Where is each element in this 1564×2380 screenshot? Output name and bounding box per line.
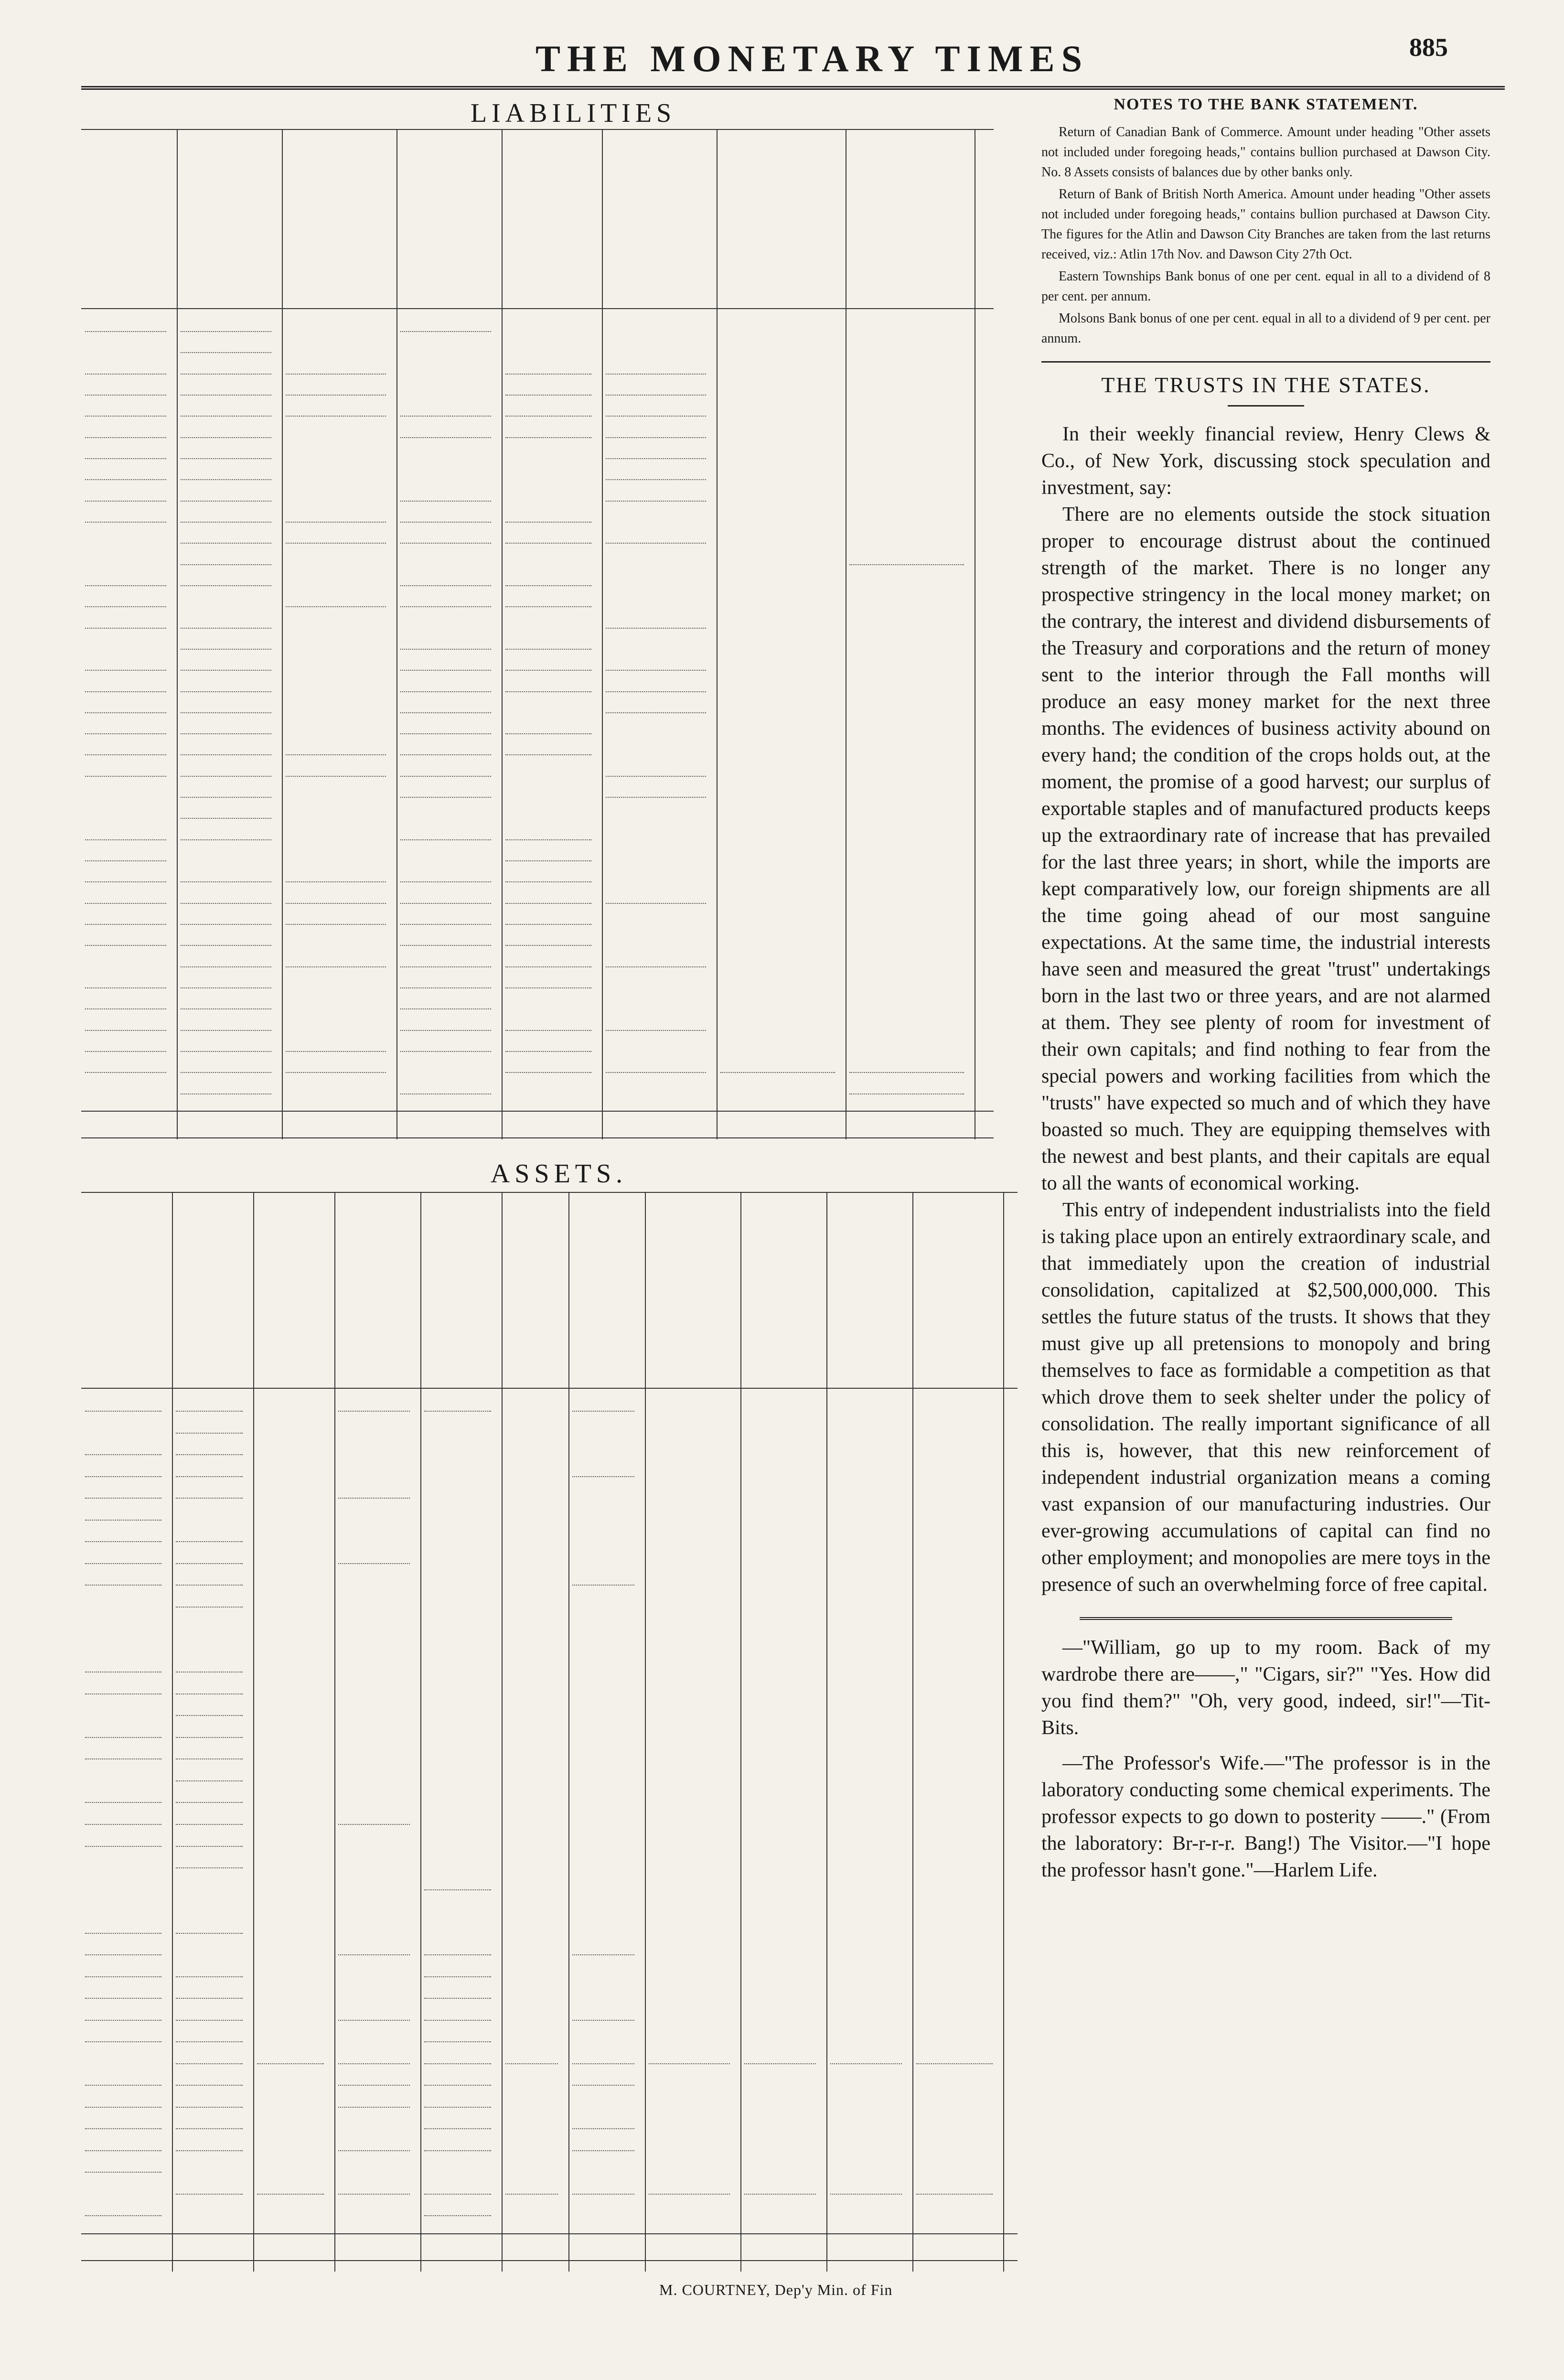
dot-leader bbox=[181, 628, 271, 629]
dot-leader bbox=[286, 522, 386, 523]
dot-leader bbox=[720, 1072, 835, 1073]
assets-heading: ASSETS. bbox=[490, 1159, 628, 1189]
dot-leader bbox=[286, 881, 386, 882]
dot-leader bbox=[505, 649, 591, 650]
dot-leader bbox=[176, 1737, 243, 1738]
dot-leader bbox=[176, 1998, 243, 1999]
dot-leader bbox=[176, 1563, 243, 1564]
dot-leader bbox=[505, 416, 591, 417]
dot-leader bbox=[606, 966, 706, 967]
dot-leader bbox=[176, 1585, 243, 1586]
dot-leader bbox=[424, 2128, 491, 2129]
dot-leader bbox=[85, 1008, 166, 1009]
dot-leader bbox=[85, 458, 166, 459]
joke-paragraph: —"William, go up to my room. Back of my wardrobe there are——," "Cigars, sir?" "Yes. How did you find them?" "Oh, very good, indeed, sir!"—Tit-Bits. bbox=[1041, 1637, 1490, 1739]
dot-leader bbox=[85, 1802, 161, 1803]
note-paragraph: Molsons Bank bonus of one per cent. equal in all to a dividend of 9 per cent. per annum. bbox=[1041, 311, 1490, 346]
dot-leader bbox=[85, 501, 166, 502]
dot-leader bbox=[286, 1051, 386, 1052]
dot-leader bbox=[572, 2085, 634, 2086]
dot-leader bbox=[181, 776, 271, 777]
dot-leader bbox=[85, 2041, 161, 2042]
note-paragraph: Return of Bank of British North America. Amount under heading "Other assets not included under foregoing heads," contains bullion purchased at Dawson City. The figures for the Atlin and Dawson City Branches are taken from the last returns received, viz.: Atlin 17th Nov. and Dawson City 27th Oct. bbox=[1041, 187, 1490, 262]
column-rule bbox=[1003, 1192, 1004, 2272]
dot-leader bbox=[176, 2020, 243, 2021]
dot-leader bbox=[424, 2063, 491, 2064]
dot-leader bbox=[286, 606, 386, 607]
dot-leader bbox=[505, 1030, 591, 1031]
dot-leader bbox=[85, 2150, 161, 2151]
dot-leader bbox=[85, 606, 166, 607]
dot-leader bbox=[606, 395, 706, 396]
dot-leader bbox=[176, 1607, 243, 1608]
dot-leader bbox=[176, 1498, 243, 1499]
dot-leader bbox=[176, 1715, 243, 1716]
dot-leader bbox=[85, 691, 166, 692]
signature-line: M. COURTNEY, Dep'y Min. of Fin bbox=[659, 2281, 893, 2298]
dot-leader bbox=[176, 1867, 243, 1868]
table-rule bbox=[81, 2260, 1018, 2261]
dot-leader bbox=[181, 395, 271, 396]
dot-leader bbox=[400, 754, 491, 755]
dot-leader bbox=[505, 881, 591, 882]
table-rule bbox=[81, 1137, 994, 1138]
dot-leader bbox=[181, 691, 271, 692]
note-paragraph: Return of Canadian Bank of Commerce. Amount under heading "Other assets not included under foregoing heads," contains bullion purchased at Dawson City. No. 8 Assets consists of balances due by other banks only. bbox=[1041, 125, 1490, 180]
dot-leader bbox=[424, 2150, 491, 2151]
dot-leader bbox=[606, 458, 706, 459]
dot-leader bbox=[572, 1411, 634, 1412]
dot-leader bbox=[400, 416, 491, 417]
dot-leader bbox=[400, 585, 491, 586]
dot-leader bbox=[400, 987, 491, 988]
dot-leader bbox=[181, 754, 271, 755]
dot-leader bbox=[400, 501, 491, 502]
dot-leader bbox=[176, 2150, 243, 2151]
dot-leader bbox=[400, 649, 491, 650]
dot-leader bbox=[85, 1454, 161, 1455]
dot-leader bbox=[176, 1824, 243, 1825]
masthead bbox=[0, 28, 1564, 85]
dot-leader bbox=[181, 797, 271, 798]
dot-leader bbox=[505, 1072, 591, 1073]
dot-leader bbox=[338, 1563, 410, 1564]
dot-leader bbox=[176, 1846, 243, 1847]
article-title: THE TRUSTS IN THE STATES. bbox=[1101, 373, 1431, 397]
dot-leader bbox=[85, 395, 166, 396]
dot-leader bbox=[830, 2194, 902, 2195]
dot-leader bbox=[85, 1030, 166, 1031]
dot-leader bbox=[85, 1476, 161, 1477]
dot-leader bbox=[181, 501, 271, 502]
dot-leader bbox=[505, 2194, 558, 2195]
column-rule bbox=[172, 1192, 173, 2272]
dot-leader bbox=[85, 1051, 166, 1052]
column-rule bbox=[177, 129, 178, 1139]
dot-leader bbox=[400, 839, 491, 840]
dot-leader bbox=[400, 522, 491, 523]
page-number: 885 bbox=[1409, 33, 1448, 62]
dot-leader bbox=[176, 1454, 243, 1455]
dot-leader bbox=[181, 881, 271, 882]
dot-leader bbox=[505, 543, 591, 544]
dot-leader bbox=[181, 712, 271, 713]
dot-leader bbox=[181, 966, 271, 967]
dot-leader bbox=[85, 585, 166, 586]
dot-leader bbox=[176, 2128, 243, 2129]
dot-leader bbox=[400, 903, 491, 904]
dot-leader bbox=[424, 2107, 491, 2108]
dot-leader bbox=[286, 395, 386, 396]
dot-leader bbox=[505, 606, 591, 607]
dot-leader bbox=[181, 924, 271, 925]
column-rule bbox=[717, 129, 718, 1139]
dot-leader bbox=[400, 606, 491, 607]
column-rule bbox=[282, 129, 283, 1139]
dot-leader bbox=[338, 2150, 410, 2151]
dot-leader bbox=[85, 1072, 166, 1073]
dot-leader bbox=[400, 776, 491, 777]
column-rule bbox=[420, 1192, 421, 2272]
dot-leader bbox=[181, 1051, 271, 1052]
notes-heading: NOTES TO THE BANK STATEMENT. bbox=[1114, 96, 1418, 113]
dot-leader bbox=[176, 1976, 243, 1977]
dot-leader bbox=[505, 733, 591, 734]
dot-leader bbox=[85, 1998, 161, 1999]
dot-leader bbox=[257, 2194, 324, 2195]
dot-leader bbox=[181, 479, 271, 480]
dot-leader bbox=[400, 924, 491, 925]
right-column bbox=[1041, 96, 1490, 1884]
dot-leader bbox=[400, 797, 491, 798]
dot-leader bbox=[424, 1976, 491, 1977]
dot-leader bbox=[85, 2020, 161, 2021]
dot-leader bbox=[181, 352, 271, 353]
dot-leader bbox=[400, 331, 491, 332]
dot-leader bbox=[606, 776, 706, 777]
dot-leader bbox=[176, 1411, 243, 1412]
dot-leader bbox=[606, 903, 706, 904]
divider bbox=[1228, 405, 1304, 407]
table-rule bbox=[81, 1192, 1018, 1193]
totals-rule bbox=[81, 2233, 1018, 2234]
dot-leader bbox=[505, 374, 591, 375]
dot-leader bbox=[85, 1585, 161, 1586]
dot-leader bbox=[181, 1072, 271, 1073]
dot-leader bbox=[649, 2194, 730, 2195]
dot-leader bbox=[400, 945, 491, 946]
dot-leader bbox=[176, 2194, 243, 2195]
dot-leader bbox=[85, 776, 166, 777]
dot-leader bbox=[176, 1433, 243, 1434]
dot-leader bbox=[85, 479, 166, 480]
dot-leader bbox=[85, 860, 166, 861]
dot-leader bbox=[572, 2150, 634, 2151]
liabilities-heading: LIABILITIES bbox=[470, 98, 676, 128]
dot-leader bbox=[85, 1846, 161, 1847]
dot-leader bbox=[606, 1030, 706, 1031]
dot-leader bbox=[505, 860, 591, 861]
dot-leader bbox=[176, 2041, 243, 2042]
dot-leader bbox=[338, 1498, 410, 1499]
dot-leader bbox=[606, 416, 706, 417]
dot-leader bbox=[85, 733, 166, 734]
dot-leader bbox=[85, 374, 166, 375]
dot-leader bbox=[572, 2194, 634, 2195]
article-paragraph: In their weekly financial review, Henry Clews & Co., of New York, discussing stock speculation and investment, say: bbox=[1041, 423, 1490, 499]
dot-leader bbox=[85, 881, 166, 882]
dot-leader bbox=[85, 331, 166, 332]
dot-leader bbox=[338, 1824, 410, 1825]
dot-leader bbox=[85, 2128, 161, 2129]
column-rule bbox=[502, 129, 503, 1139]
dot-leader bbox=[505, 839, 591, 840]
totals-rule bbox=[81, 1111, 994, 1112]
dot-leader bbox=[744, 2063, 816, 2064]
column-rule bbox=[912, 1192, 913, 2272]
dot-leader bbox=[424, 2041, 491, 2042]
dot-leader bbox=[181, 649, 271, 650]
column-rule bbox=[826, 1192, 827, 2272]
dot-leader bbox=[400, 670, 491, 671]
dot-leader bbox=[606, 628, 706, 629]
column-rule bbox=[502, 1192, 503, 2272]
dot-leader bbox=[85, 437, 166, 438]
dot-leader bbox=[85, 1411, 161, 1412]
dot-leader bbox=[181, 416, 271, 417]
dot-leader bbox=[400, 1051, 491, 1052]
dot-leader bbox=[424, 1889, 491, 1890]
dot-leader bbox=[606, 374, 706, 375]
dot-leader bbox=[400, 691, 491, 692]
dot-leader bbox=[505, 966, 591, 967]
dot-leader bbox=[181, 903, 271, 904]
column-rule bbox=[396, 129, 397, 1139]
dot-leader bbox=[505, 987, 591, 988]
dot-leader bbox=[606, 479, 706, 480]
dot-leader bbox=[338, 2063, 410, 2064]
dot-leader bbox=[85, 987, 166, 988]
dot-leader bbox=[400, 437, 491, 438]
dot-leader bbox=[85, 2085, 161, 2086]
dot-leader bbox=[176, 1933, 243, 1934]
dot-leader bbox=[505, 945, 591, 946]
dot-leader bbox=[849, 1072, 964, 1073]
dot-leader bbox=[85, 712, 166, 713]
dot-leader bbox=[176, 2063, 243, 2064]
dot-leader bbox=[424, 2085, 491, 2086]
dot-leader bbox=[400, 966, 491, 967]
dot-leader bbox=[572, 1585, 634, 1586]
dot-leader bbox=[181, 522, 271, 523]
dot-leader bbox=[85, 924, 166, 925]
column-rule bbox=[740, 1192, 741, 2272]
dot-leader bbox=[181, 670, 271, 671]
dot-leader bbox=[424, 1411, 491, 1412]
dot-leader bbox=[424, 1954, 491, 1955]
column-rule bbox=[334, 1192, 335, 2272]
dot-leader bbox=[85, 1498, 161, 1499]
dot-leader bbox=[85, 628, 166, 629]
dot-leader bbox=[181, 987, 271, 988]
dot-leader bbox=[176, 1541, 243, 1542]
dot-leader bbox=[176, 1476, 243, 1477]
dot-leader bbox=[505, 585, 591, 586]
bank-statement-tables bbox=[81, 93, 1046, 2272]
dot-leader bbox=[400, 881, 491, 882]
dot-leader bbox=[572, 1954, 634, 1955]
dot-leader bbox=[606, 797, 706, 798]
dot-leader bbox=[85, 1737, 161, 1738]
dot-leader bbox=[181, 1008, 271, 1009]
dot-leader bbox=[176, 1802, 243, 1803]
dot-leader bbox=[505, 395, 591, 396]
dot-leader bbox=[744, 2194, 816, 2195]
divider bbox=[1080, 1617, 1452, 1620]
dot-leader bbox=[286, 416, 386, 417]
dot-leader bbox=[181, 331, 271, 332]
dot-leader bbox=[286, 966, 386, 967]
dot-leader bbox=[176, 1758, 243, 1759]
table-rule bbox=[81, 308, 994, 309]
column-rule bbox=[645, 1192, 646, 2272]
dot-leader bbox=[649, 2063, 730, 2064]
dot-leader bbox=[181, 733, 271, 734]
dot-leader bbox=[424, 2215, 491, 2216]
dot-leader bbox=[85, 2172, 161, 2173]
article-paragraph: There are no elements outside the stock situation proper to encourage distrust about the continued strength of the market. There is no longer any prospective stringency in the local money market; on the contrary, the interest and dividend disbursements of the Treasury and corporations and the return of money sent to the interior through the Fall months will produce an easy money market for the next three months. The evidences of business activity abound on every hand; the condition of the crops holds out, at the moment, the promise of a good harvest; our surplus of exportable staples and of manufactured products keeps up the extraordinary rate of increase that has prevailed for the last three years; in short, while the imports are kept comparatively low, our foreign shipments are all the time going ahead of our most sanguine expectations. At the same time, the industrial interests have seen and measured the great "trust" undertakings born in the last two or three years, and are not alarmed at them. They see plenty of room for investment of their own capitals; and find nothing to fear from the special powers and working facilities from which the "trusts" have expected so much and of which they have boasted so much. They are equipping themselves with the newest and best plants, and their capitals are equal to all the wants of economical working. bbox=[1041, 504, 1490, 1194]
dot-leader bbox=[505, 670, 591, 671]
dot-leader bbox=[85, 839, 166, 840]
dot-leader bbox=[286, 374, 386, 375]
dot-leader bbox=[572, 1476, 634, 1477]
dot-leader bbox=[606, 670, 706, 671]
dot-leader bbox=[424, 2194, 491, 2195]
dot-leader bbox=[181, 585, 271, 586]
dot-leader bbox=[505, 2063, 558, 2064]
table-rule bbox=[81, 129, 994, 130]
note-paragraph: Eastern Townships Bank bonus of one per cent. equal in all to a dividend of 8 per cent. per annum. bbox=[1041, 269, 1490, 304]
dot-leader bbox=[176, 1780, 243, 1781]
dot-leader bbox=[181, 543, 271, 544]
dot-leader bbox=[505, 903, 591, 904]
column-rule bbox=[568, 1192, 569, 2272]
dot-leader bbox=[85, 1520, 161, 1521]
dot-leader bbox=[85, 945, 166, 946]
dot-leader bbox=[85, 1954, 161, 1955]
dot-leader bbox=[424, 2020, 491, 2021]
dot-leader bbox=[606, 691, 706, 692]
dot-leader bbox=[257, 2063, 324, 2064]
column-rule bbox=[253, 1192, 254, 2272]
dot-leader bbox=[830, 2063, 902, 2064]
newspaper-title: THE MONETARY TIMES bbox=[536, 38, 1089, 79]
dot-leader bbox=[338, 1954, 410, 1955]
dot-leader bbox=[181, 945, 271, 946]
dot-leader bbox=[606, 437, 706, 438]
dot-leader bbox=[916, 2194, 993, 2195]
dot-leader bbox=[181, 839, 271, 840]
dot-leader bbox=[85, 754, 166, 755]
dot-leader bbox=[85, 1563, 161, 1564]
column-rule bbox=[602, 129, 603, 1139]
divider bbox=[1041, 361, 1490, 363]
dot-leader bbox=[400, 733, 491, 734]
dot-leader bbox=[85, 1824, 161, 1825]
dot-leader bbox=[338, 2194, 410, 2195]
dot-leader bbox=[286, 924, 386, 925]
dot-leader bbox=[85, 1933, 161, 1934]
dot-leader bbox=[85, 2107, 161, 2108]
dot-leader bbox=[400, 543, 491, 544]
dot-leader bbox=[505, 522, 591, 523]
dot-leader bbox=[85, 1976, 161, 1977]
dot-leader bbox=[286, 776, 386, 777]
dot-leader bbox=[606, 1072, 706, 1073]
dot-leader bbox=[85, 1541, 161, 1542]
dot-leader bbox=[181, 1030, 271, 1031]
article bbox=[1041, 372, 1490, 1884]
dot-leader bbox=[176, 2085, 243, 2086]
dot-leader bbox=[505, 754, 591, 755]
dot-leader bbox=[85, 522, 166, 523]
joke-paragraph: —The Professor's Wife.—"The professor is in the laboratory conducting some chemical experiments. The professor expects to go down to posterity ——." (From the laboratory: Br-r-r-r. Bang!) The Visitor.—"I hope the professor hasn't gone."—Harlem Life. bbox=[1041, 1752, 1490, 1881]
dot-leader bbox=[85, 2215, 161, 2216]
dot-leader bbox=[505, 437, 591, 438]
dot-leader bbox=[400, 1030, 491, 1031]
dot-leader bbox=[286, 754, 386, 755]
dot-leader bbox=[338, 2107, 410, 2108]
dot-leader bbox=[572, 2020, 634, 2021]
top-rule bbox=[81, 86, 1505, 90]
dot-leader bbox=[85, 416, 166, 417]
dot-leader bbox=[181, 564, 271, 565]
dot-leader bbox=[85, 903, 166, 904]
dot-leader bbox=[338, 2085, 410, 2086]
dot-leader bbox=[181, 437, 271, 438]
dot-leader bbox=[572, 2128, 634, 2129]
dot-leader bbox=[505, 691, 591, 692]
dot-leader bbox=[400, 712, 491, 713]
dot-leader bbox=[286, 543, 386, 544]
dot-leader bbox=[181, 374, 271, 375]
dot-leader bbox=[572, 2063, 634, 2064]
dot-leader bbox=[916, 2063, 993, 2064]
dot-leader bbox=[606, 543, 706, 544]
dot-leader bbox=[181, 458, 271, 459]
dot-leader bbox=[505, 924, 591, 925]
dot-leader bbox=[849, 564, 964, 565]
dot-leader bbox=[85, 670, 166, 671]
dot-leader bbox=[606, 501, 706, 502]
dot-leader bbox=[286, 903, 386, 904]
dot-leader bbox=[424, 1998, 491, 1999]
table-rule bbox=[81, 1388, 1018, 1389]
article-paragraph: This entry of independent industrialists into the field is taking place upon an entirely extraordinary scale, and that immediately upon the creation of industrial consolidation, capitalized at $2,500,000,000. This settles the future status of the trusts. It shows that they must give up all pretensions to monopoly and bring themselves to face as formidable a competition as that which drove them to seek shelter under the policy of consolidation. The really important significance of all this is, however, that this new reinforcement of independent industrial organization means a coming vast expansion of our manufacturing industries. Our ever-growing accumulations of capital can find no other employment; and monopolies are mere toys in the presence of such an overwhelming force of free capital. bbox=[1041, 1199, 1490, 1596]
dot-leader bbox=[338, 1411, 410, 1412]
dot-leader bbox=[400, 1008, 491, 1009]
dot-leader bbox=[181, 818, 271, 819]
dot-leader bbox=[505, 1051, 591, 1052]
dot-leader bbox=[338, 2020, 410, 2021]
dot-leader bbox=[176, 2107, 243, 2108]
dot-leader bbox=[286, 1072, 386, 1073]
dot-leader bbox=[606, 712, 706, 713]
dot-leader bbox=[85, 1758, 161, 1759]
